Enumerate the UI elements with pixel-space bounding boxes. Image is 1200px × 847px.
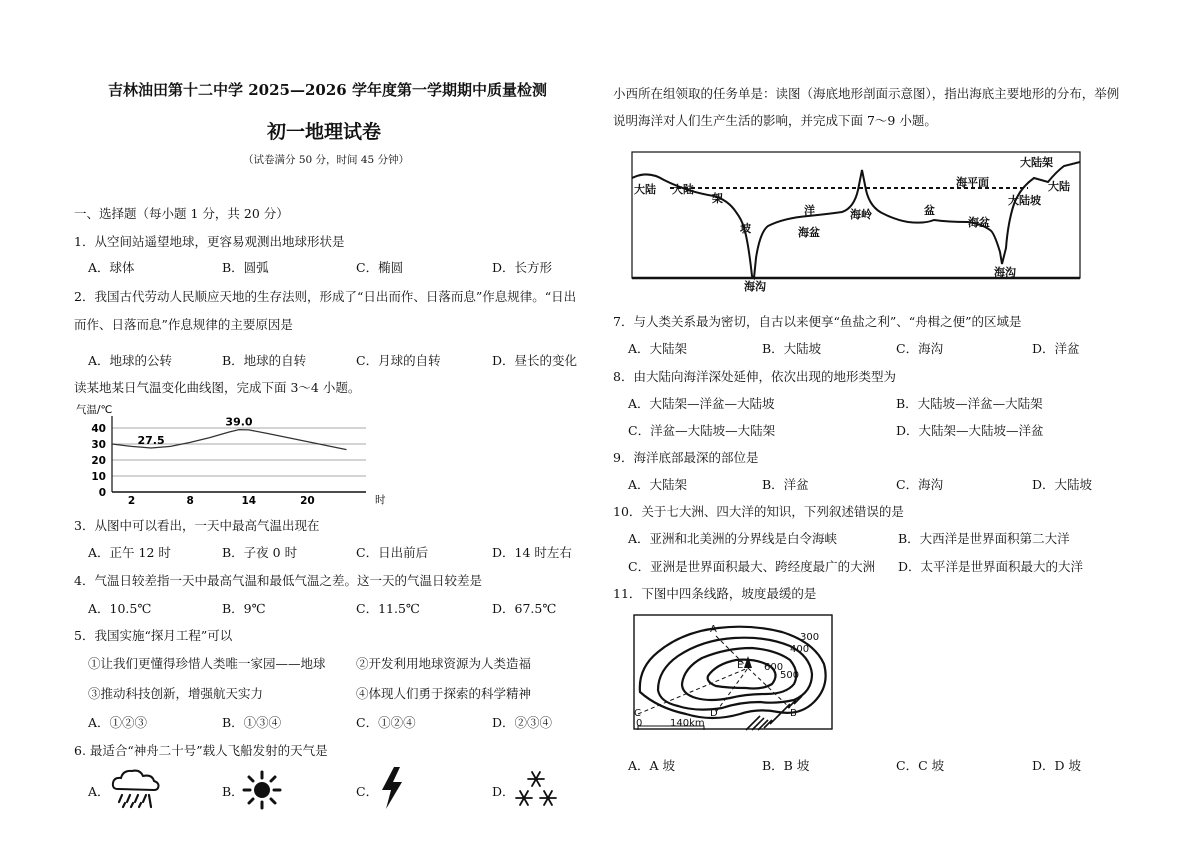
q8-option-c[interactable]: C．洋盆—大陆坡—大陆架 xyxy=(628,423,776,438)
q1-option-d[interactable]: D．长方形 xyxy=(492,260,553,275)
label-right-trench: 海沟 xyxy=(994,266,1016,279)
q5-option-d[interactable]: D．②③④ xyxy=(492,715,553,730)
q8-stem: 8．由大陆向海洋深处延伸，依次出现的地形类型为 xyxy=(613,369,896,384)
q11-option-b[interactable]: B．B 坡 xyxy=(762,758,810,773)
chart-xtick-label: 2 xyxy=(127,495,136,506)
chart-ytick-label: 20 xyxy=(91,455,106,467)
label-pen: 盆 xyxy=(924,204,935,217)
q11-option-c[interactable]: C．C 坡 xyxy=(896,758,945,773)
q10-option-d[interactable]: D．太平洋是世界面积最大的大洋 xyxy=(898,559,1084,574)
right-intro-line1: 小西所在组领取的任务单是：读图（海底地形剖面示意图），指出海底主要地形的分布，举例 xyxy=(613,86,1120,101)
contour-label-c: C xyxy=(634,708,641,719)
contour-level-500: 500 xyxy=(780,670,800,681)
contour-level-600: 600 xyxy=(764,662,784,673)
q11-option-a[interactable]: A．A 坡 xyxy=(628,758,676,773)
q4-option-d[interactable]: D．67.5℃ xyxy=(492,601,557,616)
q3-option-b[interactable]: B．子夜 0 时 xyxy=(222,545,298,560)
q8-option-a[interactable]: A．大陆架—洋盆—大陆坡 xyxy=(628,396,775,411)
q2-option-c[interactable]: C．月球的自转 xyxy=(356,353,441,368)
chart-xunit: 时 xyxy=(375,494,386,506)
q4-stem: 4．气温日较差指一天中最高气温和最低气温之差。这一天的气温日较差是 xyxy=(74,573,482,588)
q9-stem: 9．海洋底部最深的部位是 xyxy=(613,450,759,465)
ocean-floor-profile-diagram xyxy=(628,148,1084,298)
q5-statement-3: ③推动科技创新，增强航天实力 xyxy=(88,686,264,701)
label-right-shelf: 大陆架 xyxy=(1020,156,1053,169)
q3-option-d[interactable]: D．14 时左右 xyxy=(492,545,572,560)
label-ridge: 海岭 xyxy=(850,208,872,221)
q6-stem: 6. 最适合“神舟二十号”载人飞船发射的天气是 xyxy=(74,743,328,758)
chart-intro: 读某地某日气温变化曲线图，完成下面 3～4 小题。 xyxy=(74,380,361,395)
q9-option-b[interactable]: B．洋盆 xyxy=(762,477,809,492)
q5-statement-1: ①让我们更懂得珍惜人类唯一家园——地球 xyxy=(88,656,326,671)
q2-stem-line2: 而作、日落而息”作息规律的主要原因是 xyxy=(74,317,293,332)
q5-statement-4: ④体现人们勇于探索的科学精神 xyxy=(356,686,532,701)
q7-option-d[interactable]: D．洋盆 xyxy=(1032,341,1080,356)
q10-option-b[interactable]: B．大西洋是世界面积第二大洋 xyxy=(898,531,1070,546)
snowflake-icon[interactable] xyxy=(512,768,560,810)
contour-level-400: 400 xyxy=(790,644,810,655)
contour-label-a: A xyxy=(710,624,717,635)
q2-option-d[interactable]: D．昼长的变化 xyxy=(492,353,578,368)
q7-option-a[interactable]: A．大陆架 xyxy=(628,341,688,356)
q1-option-a[interactable]: A．球体 xyxy=(88,260,135,275)
q11-option-d[interactable]: D．D 坡 xyxy=(1032,758,1082,773)
q1-stem: 1．从空间站遥望地球，更容易观测出地球形状是 xyxy=(74,234,345,249)
q10-option-a[interactable]: A．亚洲和北美洲的分界线是白令海峡 xyxy=(628,531,838,546)
contour-map xyxy=(630,612,836,736)
q7-stem: 7．与人类关系最为密切，自古以来便享“鱼盐之利”、“舟楫之便”的区域是 xyxy=(613,314,1022,329)
q9-option-d[interactable]: D．大陆坡 xyxy=(1032,477,1093,492)
paper-title: 初一地理试卷 xyxy=(267,121,382,143)
school-title: 吉林油田第十二中学 2025—2026 学年度第一学期期中质量检测 xyxy=(108,81,547,99)
q1-option-c[interactable]: C．椭圆 xyxy=(356,260,404,275)
sun-icon[interactable] xyxy=(242,770,282,810)
label-left-shelf: 大陆 xyxy=(672,183,694,196)
q5-option-b[interactable]: B．①③④ xyxy=(222,715,282,730)
section-heading: 一、选择题（每小题 1 分，共 20 分） xyxy=(74,206,289,221)
chart-xtick-label: 14 xyxy=(241,495,257,506)
q4-option-b[interactable]: B．9℃ xyxy=(222,601,266,616)
q6-option-c[interactable]: C． xyxy=(356,784,379,799)
q6-option-b[interactable]: B． xyxy=(222,784,244,799)
q11-stem: 11．下图中四条线路，坡度最缓的是 xyxy=(613,586,817,601)
q9-option-c[interactable]: C．海沟 xyxy=(896,477,944,492)
q3-option-a[interactable]: A．正午 12 时 xyxy=(88,545,171,560)
contour-label-e: E xyxy=(737,660,744,671)
q8-option-d[interactable]: D．大陆架—大陆坡—洋盆 xyxy=(896,423,1044,438)
q10-option-c[interactable]: C．亚洲是世界面积最大、跨经度最广的大洲 xyxy=(628,559,876,574)
q5-option-c[interactable]: C．①②④ xyxy=(356,715,416,730)
q10-stem: 10．关于七大洲、四大洋的知识，下列叙述错误的是 xyxy=(613,504,904,519)
q2-option-b[interactable]: B．地球的自转 xyxy=(222,353,307,368)
q6-option-d[interactable]: D． xyxy=(492,784,515,799)
contour-label-b: B xyxy=(790,708,797,719)
temperature-chart xyxy=(74,402,404,506)
scale-zero: 0 xyxy=(636,718,643,729)
lightning-icon[interactable] xyxy=(378,766,406,810)
contour-label-d: D xyxy=(710,708,718,719)
chart-ytick-label: 30 xyxy=(91,439,106,451)
right-intro-line2: 说明海洋对人们生产生活的影响，并完成下面 7～9 小题。 xyxy=(613,113,937,128)
chart-data-label: 39.0 xyxy=(225,415,253,429)
q5-statement-2: ②开发利用地球资源为人类造福 xyxy=(356,656,532,671)
label-right-slope: 大陆坡 xyxy=(1008,194,1041,207)
q7-option-b[interactable]: B．大陆坡 xyxy=(762,341,822,356)
rain-cloud-icon[interactable] xyxy=(110,767,162,809)
label-shelf-char: 架 xyxy=(712,192,723,205)
label-basin-right: 海盆 xyxy=(968,216,990,229)
q4-option-c[interactable]: C．11.5℃ xyxy=(356,601,420,616)
q3-option-c[interactable]: C．日出前后 xyxy=(356,545,429,560)
chart-data-label: 27.5 xyxy=(137,434,165,447)
q6-option-a[interactable]: A． xyxy=(88,784,110,799)
label-left-slope: 坡 xyxy=(740,222,751,235)
q2-stem-line1: 2．我国古代劳动人民顺应天地的生存法则，形成了“日出而作、日落而息”作息规律。“日出 xyxy=(74,289,577,304)
label-left-continent: 大陆 xyxy=(634,183,656,196)
q9-option-a[interactable]: A．大陆架 xyxy=(628,477,688,492)
label-sea-level: 海平面 xyxy=(956,176,989,189)
exam-note: （试卷满分 50 分，时间 45 分钟） xyxy=(243,154,410,166)
q3-stem: 3．从图中可以看出，一天中最高气温出现在 xyxy=(74,518,320,533)
chart-ytick-label: 0 xyxy=(98,487,106,499)
label-right-continent: 大陆 xyxy=(1048,180,1070,193)
q1-option-b[interactable]: B．圆弧 xyxy=(222,260,269,275)
q2-option-a[interactable]: A．地球的公转 xyxy=(88,353,173,368)
q5-option-a[interactable]: A．①②③ xyxy=(88,715,148,730)
chart-ytick-label: 40 xyxy=(91,423,106,435)
label-left-trench: 海沟 xyxy=(744,280,766,293)
chart-ytick-label: 10 xyxy=(91,471,106,483)
chart-xtick-label: 20 xyxy=(300,495,315,506)
scale-length: 140km xyxy=(670,718,705,729)
q7-option-c[interactable]: C．海沟 xyxy=(896,341,944,356)
chart-ylabel: 气温/℃ xyxy=(76,404,113,416)
label-basin-left: 海盆 xyxy=(798,226,820,239)
q4-option-a[interactable]: A．10.5℃ xyxy=(88,601,152,616)
label-yang: 洋 xyxy=(804,204,815,217)
q8-option-b[interactable]: B．大陆坡—洋盆—大陆架 xyxy=(896,396,1043,411)
chart-xtick-label: 8 xyxy=(186,495,194,506)
contour-level-300: 300 xyxy=(800,632,820,643)
q5-stem: 5．我国实施“探月工程”可以 xyxy=(74,628,233,643)
